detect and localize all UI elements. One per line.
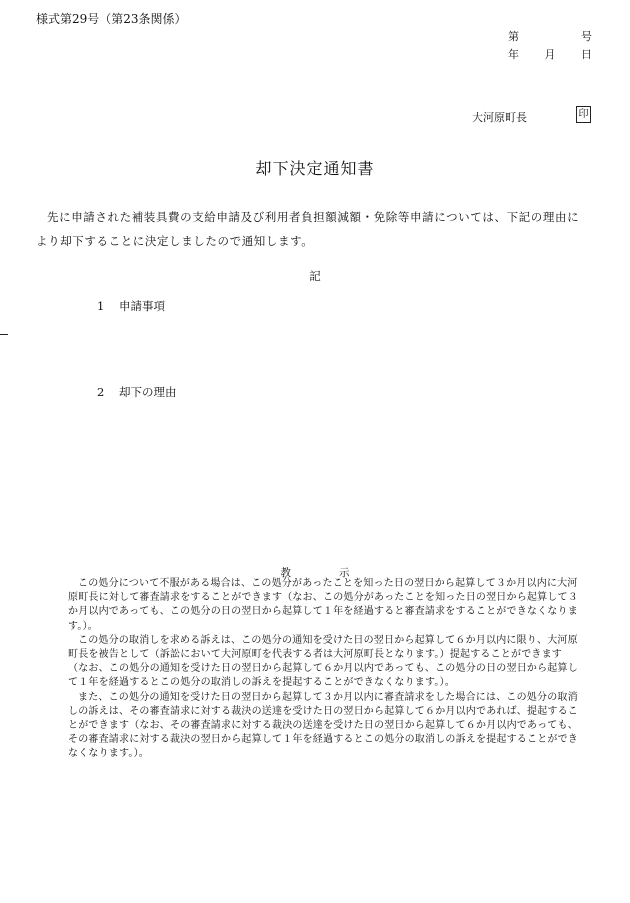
document-title: 却下決定通知書: [255, 159, 375, 178]
notice-heading-left: 教: [280, 567, 291, 579]
notice-heading-right: 示: [339, 567, 350, 579]
number-suffix: 号: [581, 30, 592, 43]
ki-marker: 記: [309, 269, 321, 283]
notice-paragraph: また、この処分の通知を受けた日の翌日から起算して３か月以内に審査請求をした場合には、この処分の取消しの訴えは、その審査請求に対する裁決の送達を受けた日の翌日から起算して６か月以内であれば、提起することができます（なお、その審査請求に対する裁決の送達を受けた日の翌日から起算して６か月以内であっても、その審査請求に対する裁決の翌日から起算して１年を経過するとこの処分の取消しの訴えを提起することができなくなります。）。: [68, 691, 578, 760]
issuer-name: 大河原町長: [472, 111, 527, 124]
body-paragraph: 先に申請された補装具費の支給申請及び利用者負担額減額・免除等申請については、下記の理由により却下することに決定しましたので通知します。: [36, 210, 580, 248]
item-label: 却下の理由: [119, 385, 177, 399]
month-label: 月: [544, 48, 556, 61]
notice-paragraph: この処分の取消しを求める訴えは、この処分の通知を受けた日の翌日から起算して６か月以内に限り、大河原町長を被告として（訴訟において大河原町を代表する者は大河原町長となります。）提起することができます（なお、この処分の通知を受けた日の翌日から起算して６か月以内であっても、この処分の日の翌日から起算して１年を経過するとこの処分の取消しの訴えを提起することができなくなります。）。: [68, 634, 578, 689]
seal-box: 印: [576, 106, 591, 123]
document-number-line: [508, 28, 592, 44]
form-number-label: 様式第29号（第23条関係）: [36, 12, 187, 26]
year-label: 年: [508, 48, 519, 61]
number-prefix: 第: [508, 30, 519, 43]
day-label: 日: [581, 48, 592, 61]
item-application-matter: [97, 298, 165, 314]
item-label: 申請事項: [119, 299, 165, 313]
margin-mark: [0, 334, 8, 335]
item-number: 2: [97, 385, 105, 399]
notice-body: [68, 577, 580, 762]
date-line: [508, 46, 592, 62]
item-number: 1: [97, 299, 105, 313]
item-rejection-reason: [97, 384, 177, 400]
notice-paragraph: この処分について不服がある場合は、この処分があったことを知った日の翌日から起算して３か月以内に大河原町長に対して審査請求をすることができます（なお、この処分があったことを知った日の翌日から起算して３か月以内であっても、この処分の日の翌日から起算して１年を経過すると審査請求をすることができなくなります。）。: [68, 578, 578, 632]
